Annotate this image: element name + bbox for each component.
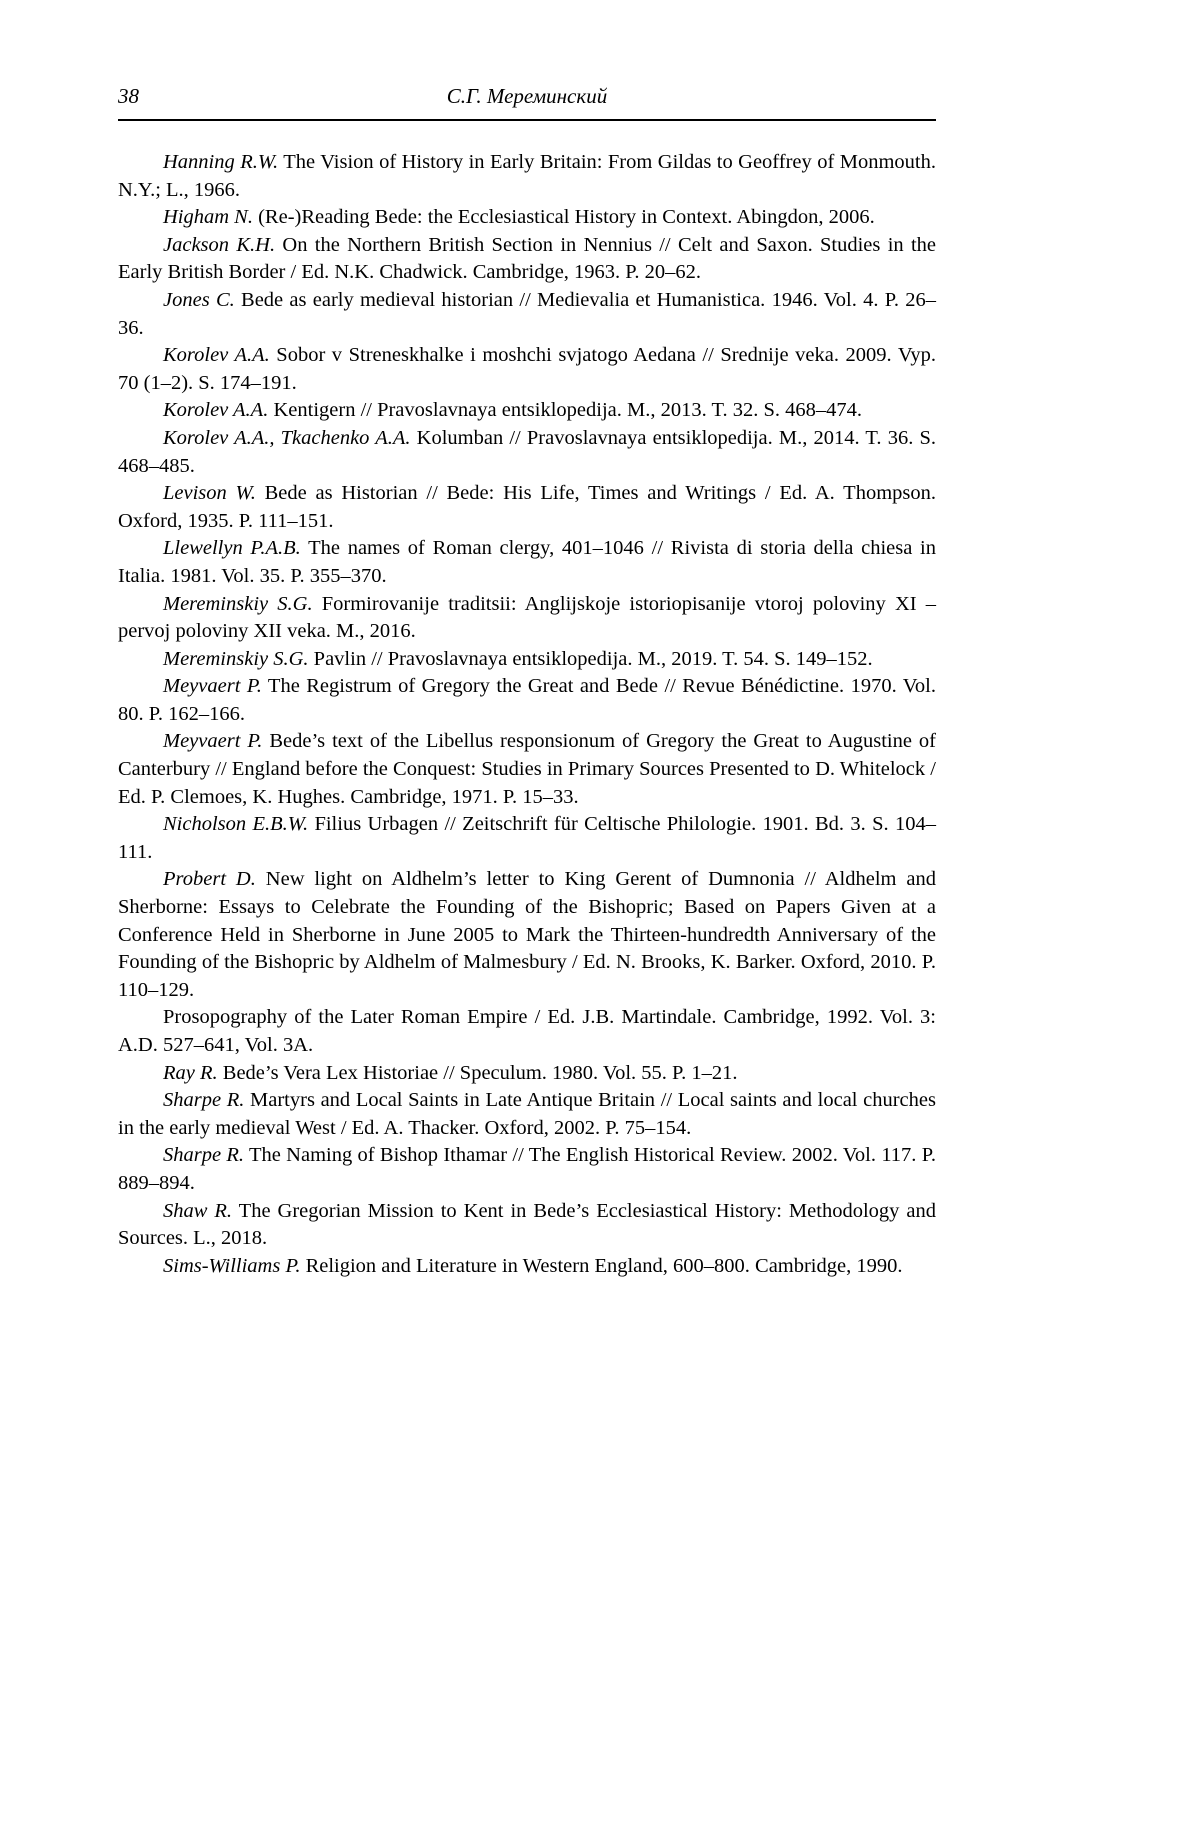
bibliography-entry (118, 1142, 936, 1197)
entry-author: Korolev A.A. (163, 399, 269, 422)
entry-text: Martyrs and Local Saints in Late Antique Britain // Local saints and local churches in the early medieval West / Ed. A. Thacker. Oxford, 2002. P. 75–154. (118, 1089, 936, 1139)
entry-text: Bede’s text of the Libellus responsionum of Gregory the Great to Augustine of Canterbury // England before the Conquest: Studies in Primary Sources Presented to D. Whitelock / Ed. P. Clemoes, K. Hughes. Cambridge, 1971. P. 15–33. (118, 730, 936, 808)
bibliography-entry (118, 204, 936, 232)
entry-text: Filius Urbagen // Zeitschrift für Celtische Philologie. 1901. Bd. 3. S. 104–111. (118, 813, 936, 863)
entry-author: Probert D. (163, 868, 256, 891)
entry-text: Kolumban // Pravoslavnaya entsiklopedija. M., 2014. T. 36. S. 468–485. (118, 426, 936, 477)
entry-author: Hanning R.W. (163, 151, 279, 173)
bibliography-entry (118, 1198, 936, 1253)
bibliography-entry (118, 1253, 936, 1281)
entry-text: Pavlin // Pravoslavnaya entsiklopedija. M., 2019. T. 54. S. 149–152. (308, 647, 873, 670)
bibliography-entry (118, 425, 936, 480)
page-content (118, 84, 936, 1280)
entry-author: Jackson K.H. (163, 233, 276, 256)
entry-text: The Registrum of Gregory the Great and Bede // Revue Bénédictine. 1970. Vol. 80. P. 162–166. (118, 675, 936, 725)
entry-text: The Vision of History in Early Britain: From Gildas to Geoffrey of Monmouth. N.Y.; L., 1966. (118, 151, 936, 201)
bibliography-entry (118, 728, 936, 811)
bibliography-entry (118, 591, 936, 646)
entry-text: Bede’s Vera Lex Historiae // Speculum. 1980. Vol. 55. P. 1–21. (217, 1061, 738, 1084)
bibliography-entry (118, 397, 936, 425)
entry-author: Ray R. (163, 1061, 218, 1084)
entry-author: Nicholson E.B.W. (163, 813, 309, 836)
bibliography-entry (118, 646, 936, 674)
entry-author: Sharpe R. (163, 1144, 245, 1167)
bibliography-entry (118, 342, 936, 397)
entry-author: Mereminskiy S.G. (163, 647, 309, 670)
entry-text: New light on Aldhelm’s letter to King Gerent of Dumnonia // Aldhelm and Sherborne: Essays to Celebrate the Founding of the Bishopric; Based on Papers Given at a Conference Held in Sherborne in June 2005 to Mark the Thirteen-hundredth Anniversary of the Founding of the Bishopric by Aldhelm of Malmesbury / Ed. N. Brooks, K. Barker. Oxford, 2010. P. 110–129. (118, 868, 936, 1001)
bibliography-entry (118, 480, 936, 535)
bibliography-entry (118, 149, 936, 204)
entry-text: Bede as Historian // Bede: His Life, Times and Writings / Ed. A. Thompson. Oxford, 1935. P. 111–151. (118, 482, 937, 532)
entry-text: (Re-)Reading Bede: the Ecclesiastical History in Context. Abingdon, 2006. (252, 206, 875, 229)
entry-author: Meyvaert P. (163, 730, 263, 753)
entry-author: Llewellyn P.A.B. (163, 537, 301, 560)
bibliography-list (118, 149, 936, 1280)
entry-text: On the Northern British Section in Nennius // Celt and Saxon. Studies in the Early British Border / Ed. N.K. Chadwick. Cambridge, 1963. P. 20–62. (118, 233, 936, 284)
entry-text: Prosopography of the Later Roman Empire / Ed. J.B. Martindale. Cambridge, 1992. Vol. 3: A.D. 527–641, Vol. 3A. (118, 1006, 936, 1056)
header-divider (118, 119, 936, 121)
entry-author: Meyvaert P. (163, 675, 262, 698)
entry-author: Higham N. (163, 206, 253, 229)
entry-author: Korolev A.A., Tkachenko A.A. (163, 426, 411, 449)
entry-text: Kentigern // Pravoslavnaya entsiklopedija. M., 2013. T. 32. S. 468–474. (268, 399, 863, 422)
entry-author: Shaw R. (163, 1199, 233, 1222)
bibliography-entry (118, 1004, 936, 1059)
entry-text: Bede as early medieval historian // Medievalia et Humanistica. 1946. Vol. 4. P. 26–36. (118, 288, 936, 339)
entry-text: The names of Roman clergy, 401–1046 // Rivista di storia della chiesa in Italia. 1981. Vol. 35. P. 355–370. (118, 537, 936, 587)
entry-author: Levison W. (163, 482, 256, 505)
entry-author: Sharpe R. (163, 1089, 245, 1112)
page-header (118, 84, 936, 110)
entry-text: Sobor v Streneskhalke i moshchi svjatogo Aedana // Srednije veka. 2009. Vyp. 70 (1–2). S. 174–191. (118, 344, 936, 394)
page-number: 38 (118, 84, 139, 108)
bibliography-entry (118, 287, 936, 342)
entry-text: Religion and Literature in Western England, 600–800. Cambridge, 1990. (300, 1254, 903, 1277)
running-title: С.Г. Мереминский (446, 84, 608, 108)
bibliography-entry (118, 535, 936, 590)
entry-author: Mereminskiy S.G. (163, 592, 313, 615)
bibliography-entry (118, 232, 936, 287)
bibliography-entry (118, 1087, 936, 1142)
bibliography-entry (118, 866, 936, 1004)
entry-author: Korolev A.A. (163, 344, 270, 367)
entry-author: Jones C. (163, 288, 235, 311)
bibliography-entry (118, 673, 936, 728)
entry-text: The Naming of Bishop Ithamar // The English Historical Review. 2002. Vol. 117. P. 889–894. (118, 1144, 936, 1194)
entry-author: Sims-Williams P. (163, 1254, 301, 1277)
bibliography-entry (118, 811, 936, 866)
bibliography-entry (118, 1060, 936, 1088)
entry-text: Formirovanije traditsii: Anglijskoje istoriopisanije vtoroj poloviny XI – pervoj poloviny XII veka. M., 2016. (118, 592, 936, 643)
entry-text: The Gregorian Mission to Kent in Bede’s Ecclesiastical History: Methodology and Sources. L., 2018. (118, 1199, 936, 1250)
